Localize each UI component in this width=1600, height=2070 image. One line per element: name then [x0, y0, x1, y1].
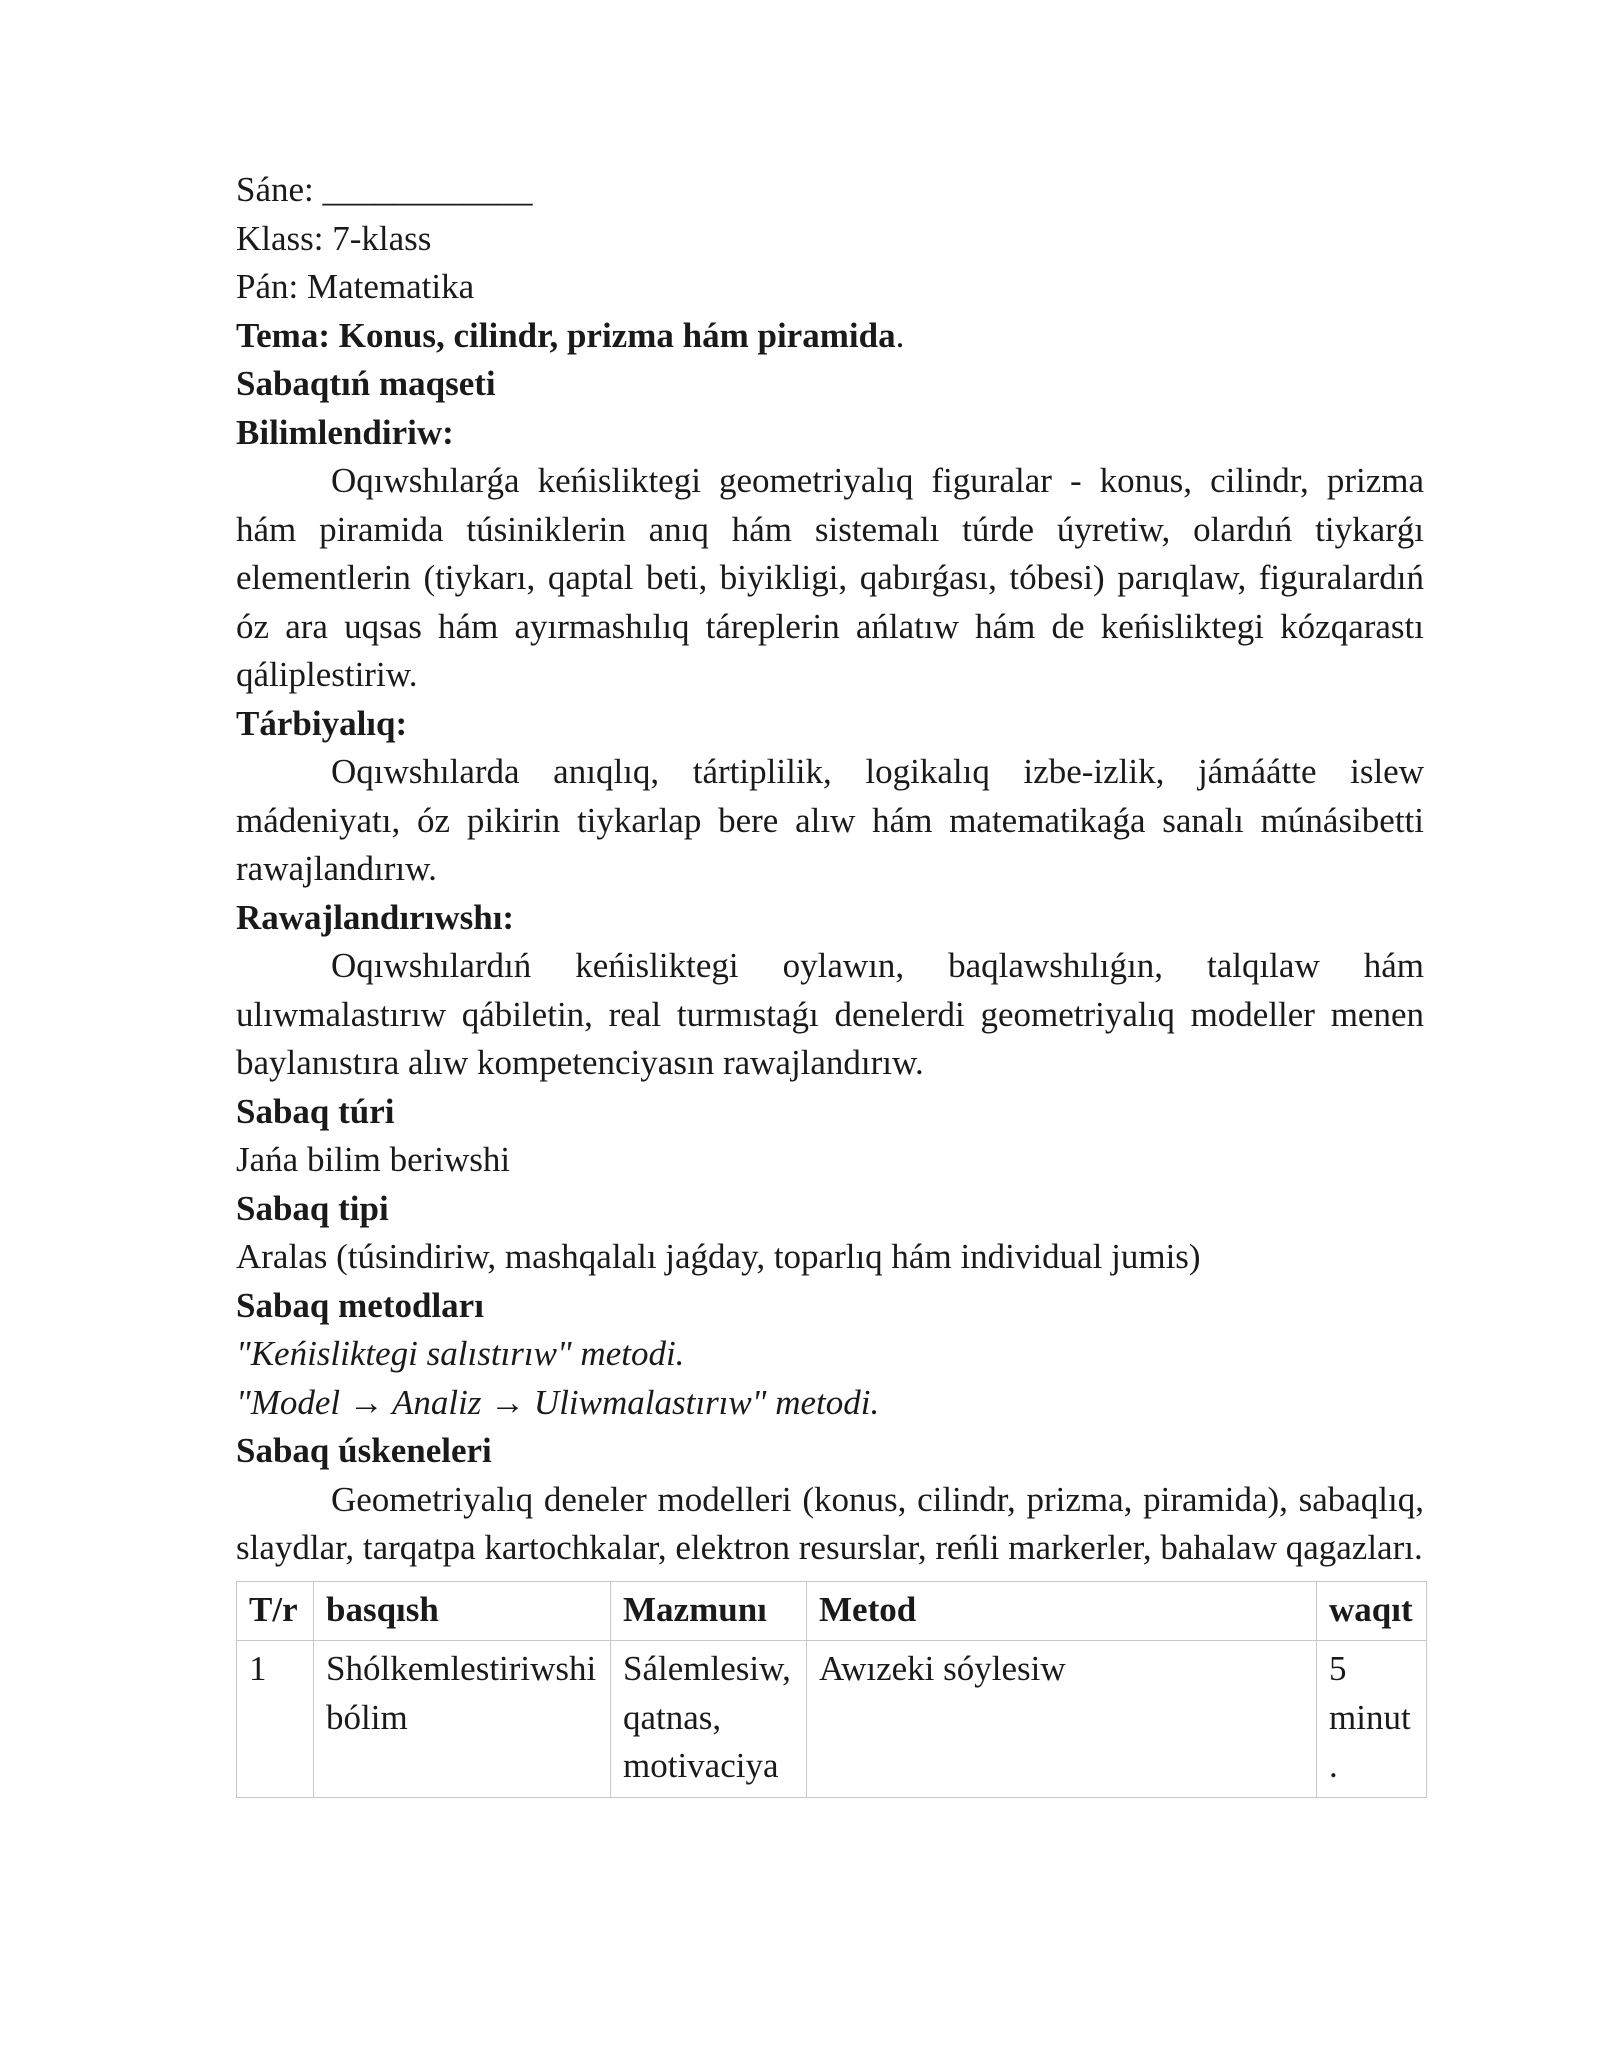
educational-text: Oqıwshılarǵa keńisliktegi geometriyalıq figuralar - konus, cilindr, prizma hám piramida túsiniklerin anıq hám sistemalı túrde úyretiw, olardıń tiykarǵı elementlerin (tiykarı, qaptal beti, biyikligi, qabırǵası, tóbesi) parıqlaw, figuralardıń óz ara uqsas hám ayırmashılıq táreplerin ańlatıw hám de keńisliktegi kózqarastı qáliplestiriw.: [236, 461, 1424, 694]
goals-heading: Sabaqtıń maqseti: [236, 364, 496, 403]
topic-period: .: [895, 315, 905, 355]
lesson-stages-table: [236, 1581, 1427, 1798]
topic-title: Tema: Konus, cilindr, prizma hám piramida: [236, 315, 896, 355]
table-header-row: [237, 1581, 1427, 1641]
lesson-plan-page: [236, 166, 1424, 1798]
equipment-heading: Sabaq úskeneleri: [236, 1431, 492, 1470]
upbringing-text: Oqıwshılarda anıqlıq, tártiplilik, logikalıq izbe-izlik, jámáátte islew mádeniyatı, óz pikirin tiykarlap bere alıw hám matematikaǵa sanalı múnásibetti rawajlandırıw.: [236, 752, 1424, 888]
cell-stage: Shólkemlestiriwshi bólim: [314, 1641, 611, 1798]
developing-text: Oqıwshılardıń keńisliktegi oylawın, baqlawshılıǵın, talqılaw hám ulıwmalastırıw qábiletin, real turmıstaǵı denelerdi geometriyalıq modeller menen baylanıstıra alıw kompetenciyasın rawajlandırıw.: [236, 946, 1424, 1082]
date-line: Sáne: ____________: [236, 170, 533, 209]
cell-method: Awızeki sóylesiw: [807, 1641, 1317, 1798]
subject-line: Pán: Matematika: [236, 267, 475, 306]
header-content: Mazmunı: [611, 1581, 807, 1641]
lesson-type-value: Aralas (túsindiriw, mashqalalı jaǵday, toparlıq hám individual jumis): [236, 1237, 1201, 1276]
table-row: [237, 1641, 1427, 1798]
header-method: Metod: [807, 1581, 1317, 1641]
header-number: T/r: [237, 1581, 314, 1641]
lesson-type-heading: Sabaq tipi: [236, 1188, 389, 1228]
equipment-text: Geometriyalıq deneler modelleri (konus, cilindr, prizma, piramida), sabaqlıq, slaydlar, tarqatpa kartochkalar, elektron resurslar, reńli markerler, bahalaw qagazları.: [236, 1479, 1424, 1567]
class-line: Klass: 7-klass: [236, 218, 432, 258]
cell-number: 1: [237, 1641, 314, 1798]
educational-heading: Bilimlendiriw:: [236, 412, 454, 452]
header-time: waqıt: [1317, 1581, 1427, 1641]
header-stage: basqısh: [314, 1581, 611, 1641]
lesson-kind-value: Jańa bilim beriwshi: [236, 1140, 511, 1179]
method-item: "Keńisliktegi salıstırıw" metodi.: [236, 1334, 685, 1373]
lesson-kind-heading: Sabaq túri: [236, 1091, 395, 1131]
methods-heading: Sabaq metodları: [236, 1285, 484, 1325]
cell-content: Sálemlesiw, qatnas, motivaciya: [611, 1641, 807, 1798]
cell-time: 5 minut.: [1317, 1641, 1427, 1798]
developing-heading: Rawajlandırıwshı:: [236, 897, 515, 937]
upbringing-heading: Tárbiyalıq:: [236, 703, 408, 743]
topic-line: [236, 312, 1424, 361]
method-item: "Model → Analiz → Uliwmalastırıw" metodi.: [236, 1382, 880, 1422]
